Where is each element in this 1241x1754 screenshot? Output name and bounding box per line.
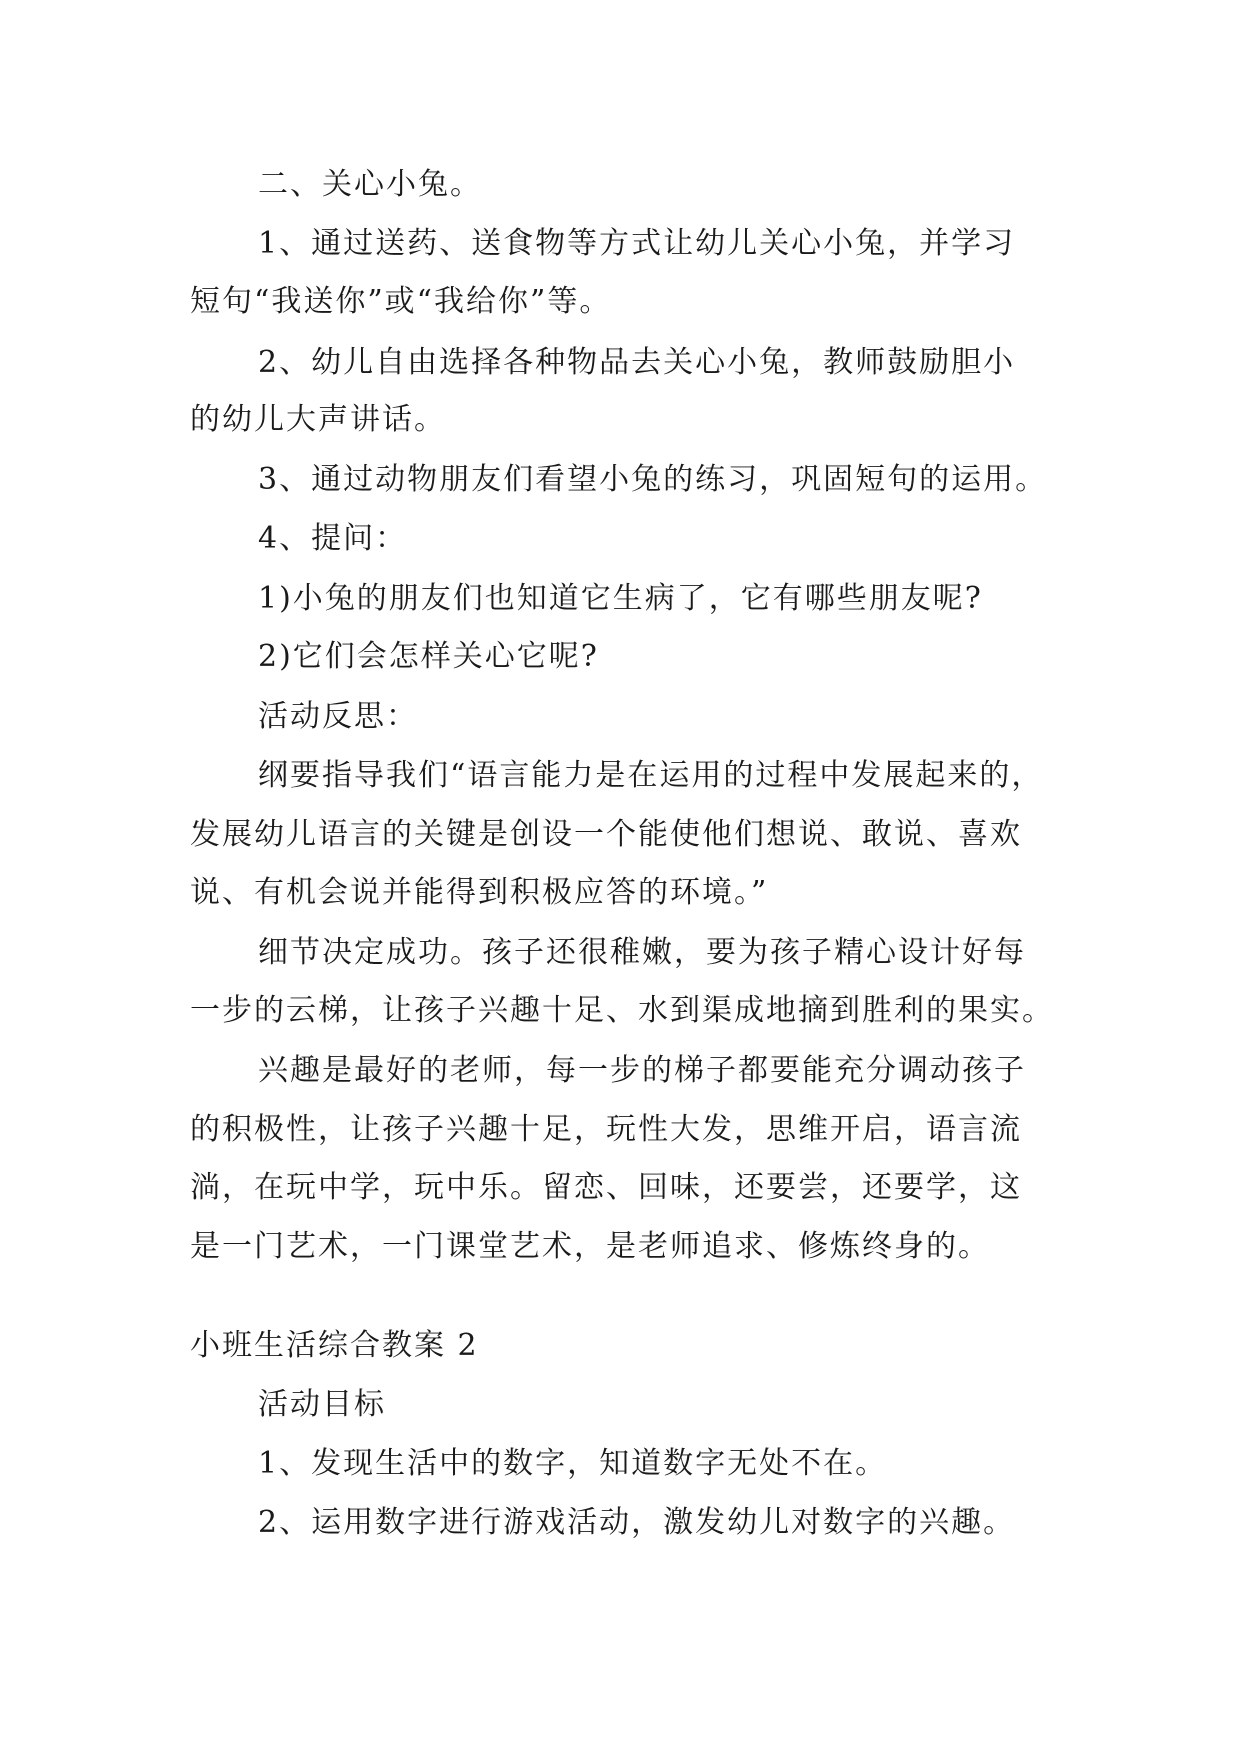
- plan-2-title: 小班生活综合教案 2: [190, 1328, 479, 1363]
- reflection-p3-line-4: 是一门艺术，一门课堂艺术，是老师追求、修炼终身的。: [190, 1229, 990, 1264]
- goal-2: 2、运用数字进行游戏活动，激发幼儿对数字的兴趣。: [258, 1505, 1016, 1540]
- section-heading: 二、关心小兔。: [258, 167, 482, 202]
- reflection-p1-line-2: 发展幼儿语言的关键是创设一个能使他们想说、敢说、喜欢: [190, 817, 1022, 852]
- item-2-line-2: 的幼儿大声讲话。: [190, 402, 446, 437]
- reflection-p1-line-1: 纲要指导我们“语言能力是在运用的过程中发展起来的，: [258, 758, 1044, 793]
- reflection-p2-line-2: 一步的云梯，让孩子兴趣十足、水到渠成地摘到胜利的果实。: [190, 993, 1054, 1028]
- reflection-p2-line-1: 细节决定成功。孩子还很稚嫩，要为孩子精心设计好每: [258, 935, 1026, 970]
- reflection-p1-line-3: 说、有机会说并能得到积极应答的环境。”: [190, 875, 769, 910]
- reflection-p3-line-2: 的积极性，让孩子兴趣十足，玩性大发，思维开启，语言流: [190, 1112, 1022, 1147]
- reflection-heading: 活动反思：: [258, 699, 418, 734]
- goals-heading: 活动目标: [258, 1387, 386, 1422]
- item-2-line-1: 2、幼儿自由选择各种物品去关心小兔，教师鼓励胆小: [258, 345, 1016, 380]
- item-1-line-2: 短句“我送你”或“我给你”等。: [190, 284, 612, 319]
- item-3: 3、通过动物朋友们看望小兔的练习，巩固短句的运用。: [258, 462, 1048, 497]
- reflection-p3-line-3: 淌，在玩中学，玩中乐。留恋、回味，还要尝，还要学，这: [190, 1170, 1022, 1205]
- question-1: 1)小兔的朋友们也知道它生病了，它有哪些朋友呢?: [258, 581, 983, 616]
- goal-1: 1、发现生活中的数字，知道数字无处不在。: [258, 1446, 888, 1481]
- item-4: 4、提问：: [258, 521, 408, 556]
- question-2: 2)它们会怎样关心它呢?: [258, 639, 599, 674]
- item-1-line-1: 1、通过送药、送食物等方式让幼儿关心小兔，并学习: [258, 226, 1016, 261]
- reflection-p3-line-1: 兴趣是最好的老师，每一步的梯子都要能充分调动孩子: [258, 1053, 1026, 1088]
